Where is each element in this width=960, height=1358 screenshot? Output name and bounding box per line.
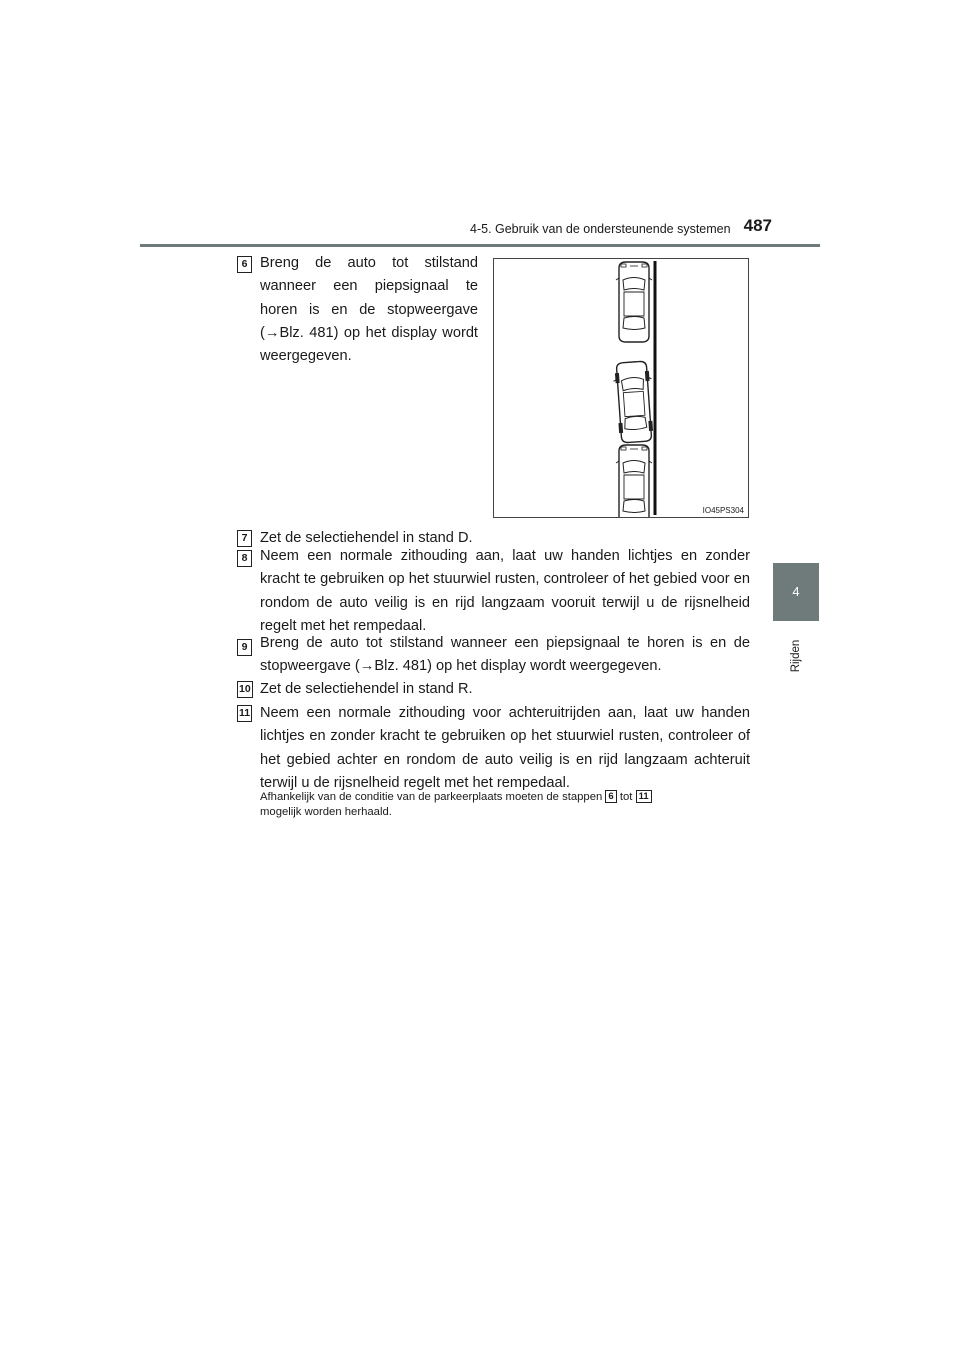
step-badge-11: 11 bbox=[237, 705, 252, 722]
note-part-3: mogelijk worden herhaald. bbox=[260, 806, 392, 818]
step-text-8: Neem een normale zithouding aan, laat uw handen lichtjes en zonder kracht te gebruiken op het stuurwiel rusten, controleer of het gebied voor en rondom de auto veilig is en rijd langzaam vooruit terwijl u de rijsnelheid regelt met het rempedaal. bbox=[260, 548, 750, 634]
section-title: 4-5. Gebruik van de ondersteunende systemen bbox=[470, 222, 731, 236]
parking-diagram bbox=[494, 259, 748, 517]
note-badge-from: 6 bbox=[605, 790, 616, 803]
figure-code: IO45PS304 bbox=[702, 506, 744, 515]
note-badge-to: 11 bbox=[636, 790, 652, 803]
step-text-11: Neem een normale zithouding voor achteruitrijden aan, laat uw handen lichtjes en zonder kracht te gebruiken op het stuurwiel rusten, controleer of het gebied achter en rondom de auto veilig is en rijd langzaam achteruit terwijl u de rijsnelheid regelt met het rempedaal. bbox=[260, 705, 750, 791]
step-text-7: Zet de selectiehendel in stand D. bbox=[260, 530, 473, 546]
chapter-tab[interactable] bbox=[773, 563, 819, 621]
chapter-name bbox=[774, 626, 818, 686]
chapter-number: 4 bbox=[792, 584, 800, 599]
note-part-1: Afhankelijk van de conditie van de parkeerplaats moeten de stappen bbox=[260, 791, 603, 803]
parked-car-rear bbox=[616, 445, 652, 517]
step-text-9: Breng de auto tot stilstand wanneer een piepsignaal te horen is en de stopweergave (→Blz. 481) op het display wordt weergegeven. bbox=[260, 635, 750, 675]
note-part-2: tot bbox=[619, 791, 633, 803]
repeat-note bbox=[260, 790, 750, 820]
parking-illustration bbox=[493, 258, 749, 518]
step-text-6: Breng de auto tot stilstand wanneer een piepsignaal te horen is en de stopweergave (→Blz. 481) op het display wordt weergegeven. bbox=[260, 255, 478, 365]
parked-car-front bbox=[616, 262, 652, 342]
step-text-10: Zet de selectiehendel in stand R. bbox=[260, 681, 473, 697]
step-badge-7: 7 bbox=[237, 530, 252, 547]
step-badge-9: 9 bbox=[237, 639, 252, 656]
step-badge-8: 8 bbox=[237, 550, 252, 567]
header-rule bbox=[140, 244, 820, 247]
own-vehicle bbox=[612, 361, 655, 443]
chapter-name-label: Rijden bbox=[790, 639, 802, 673]
page-number: 487 bbox=[743, 216, 772, 235]
step-badge-10: 10 bbox=[237, 681, 253, 698]
step-badge-6: 6 bbox=[237, 256, 252, 273]
